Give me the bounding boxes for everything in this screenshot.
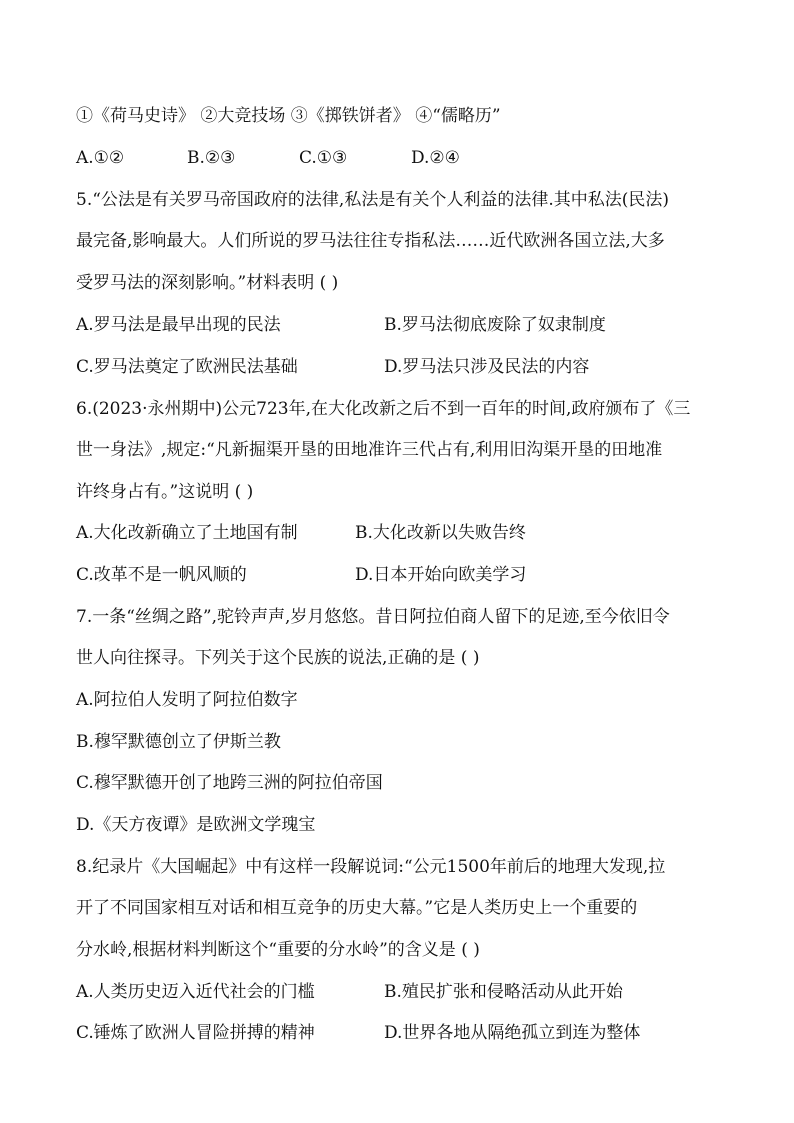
q5-stem-line-1: 5.“公法是有关罗马帝国政府的法律,私法是有关个人利益的法律.其中私法(民法) bbox=[76, 190, 669, 210]
q6-option-a: A.大化改新确立了土地国有制 bbox=[76, 523, 298, 543]
q8-option-c: C.锤炼了欧洲人冒险拼搏的精神 bbox=[76, 1023, 315, 1043]
q5-option-d: D.罗马法只涉及民法的内容 bbox=[384, 357, 590, 377]
q8-option-d: D.世界各地从隔绝孤立到连为整体 bbox=[384, 1023, 641, 1043]
q7-option-a: A.阿拉伯人发明了阿拉伯数字 bbox=[76, 690, 298, 710]
q6-stem-line-1: 6.(2023·永州期中)公元723年,在大化改新之后不到一百年的时间,政府颁布了《三 bbox=[76, 399, 691, 419]
q8-option-b: B.殖民扩张和侵略活动从此开始 bbox=[384, 982, 623, 1002]
q6-stem-line-2: 世一身法》,规定:“凡新掘渠开垦的田地准许三代占有,利用旧沟渠开垦的田地准 bbox=[76, 440, 663, 460]
q5-option-a: A.罗马法是最早出现的民法 bbox=[76, 315, 281, 335]
q5-option-c: C.罗马法奠定了欧洲民法基础 bbox=[76, 357, 298, 377]
q7-stem-line-1: 7.一条“丝绸之路”,驼铃声声,岁月悠悠。昔日阿拉伯商人留下的足迹,至今依旧令 bbox=[76, 607, 670, 627]
q4-option-c: C.①③ bbox=[299, 148, 348, 168]
q6-option-b: B.大化改新以失败告终 bbox=[355, 523, 526, 543]
q4-option-a: A.①② bbox=[76, 148, 125, 168]
q6-option-c: C.改革不是一帆风顺的 bbox=[76, 565, 247, 585]
q7-option-c: C.穆罕默德开创了地跨三洲的阿拉伯帝国 bbox=[76, 773, 383, 793]
q5-option-b: B.罗马法彻底废除了奴隶制度 bbox=[384, 315, 606, 335]
q4-items: ①《荷马史诗》 ②大竞技场 ③《掷铁饼者》 ④“儒略历” bbox=[76, 106, 501, 126]
q4-option-b: B.②③ bbox=[187, 148, 236, 168]
q7-option-d: D.《天方夜谭》是欧洲文学瑰宝 bbox=[76, 815, 316, 835]
q5-stem-line-2: 最完备,影响最大。人们所说的罗马法往往专指私法……近代欧洲各国立法,大多 bbox=[76, 231, 665, 251]
q4-option-d: D.②④ bbox=[411, 148, 460, 168]
q6-stem-line-3: 许终身占有。”这说明 ( ) bbox=[76, 482, 254, 502]
q6-option-d: D.日本开始向欧美学习 bbox=[355, 565, 527, 585]
q5-stem-line-3: 受罗马法的深刻影响。”材料表明 ( ) bbox=[76, 273, 339, 293]
q7-option-b: B.穆罕默德创立了伊斯兰教 bbox=[76, 732, 281, 752]
q8-option-a: A.人类历史迈入近代社会的门槛 bbox=[76, 982, 315, 1002]
q8-stem-line-3: 分水岭,根据材料判断这个“重要的分水岭”的含义是 ( ) bbox=[76, 940, 480, 960]
q8-stem-line-1: 8.纪录片《大国崛起》中有这样一段解说词:“公元1500年前后的地理大发现,拉 bbox=[76, 857, 666, 877]
q8-stem-line-2: 开了不同国家相互对话和相互竞争的历史大幕。”它是人类历史上一个重要的 bbox=[76, 898, 638, 918]
q7-stem-line-2: 世人向往探寻。下列关于这个民族的说法,正确的是 ( ) bbox=[76, 648, 480, 668]
